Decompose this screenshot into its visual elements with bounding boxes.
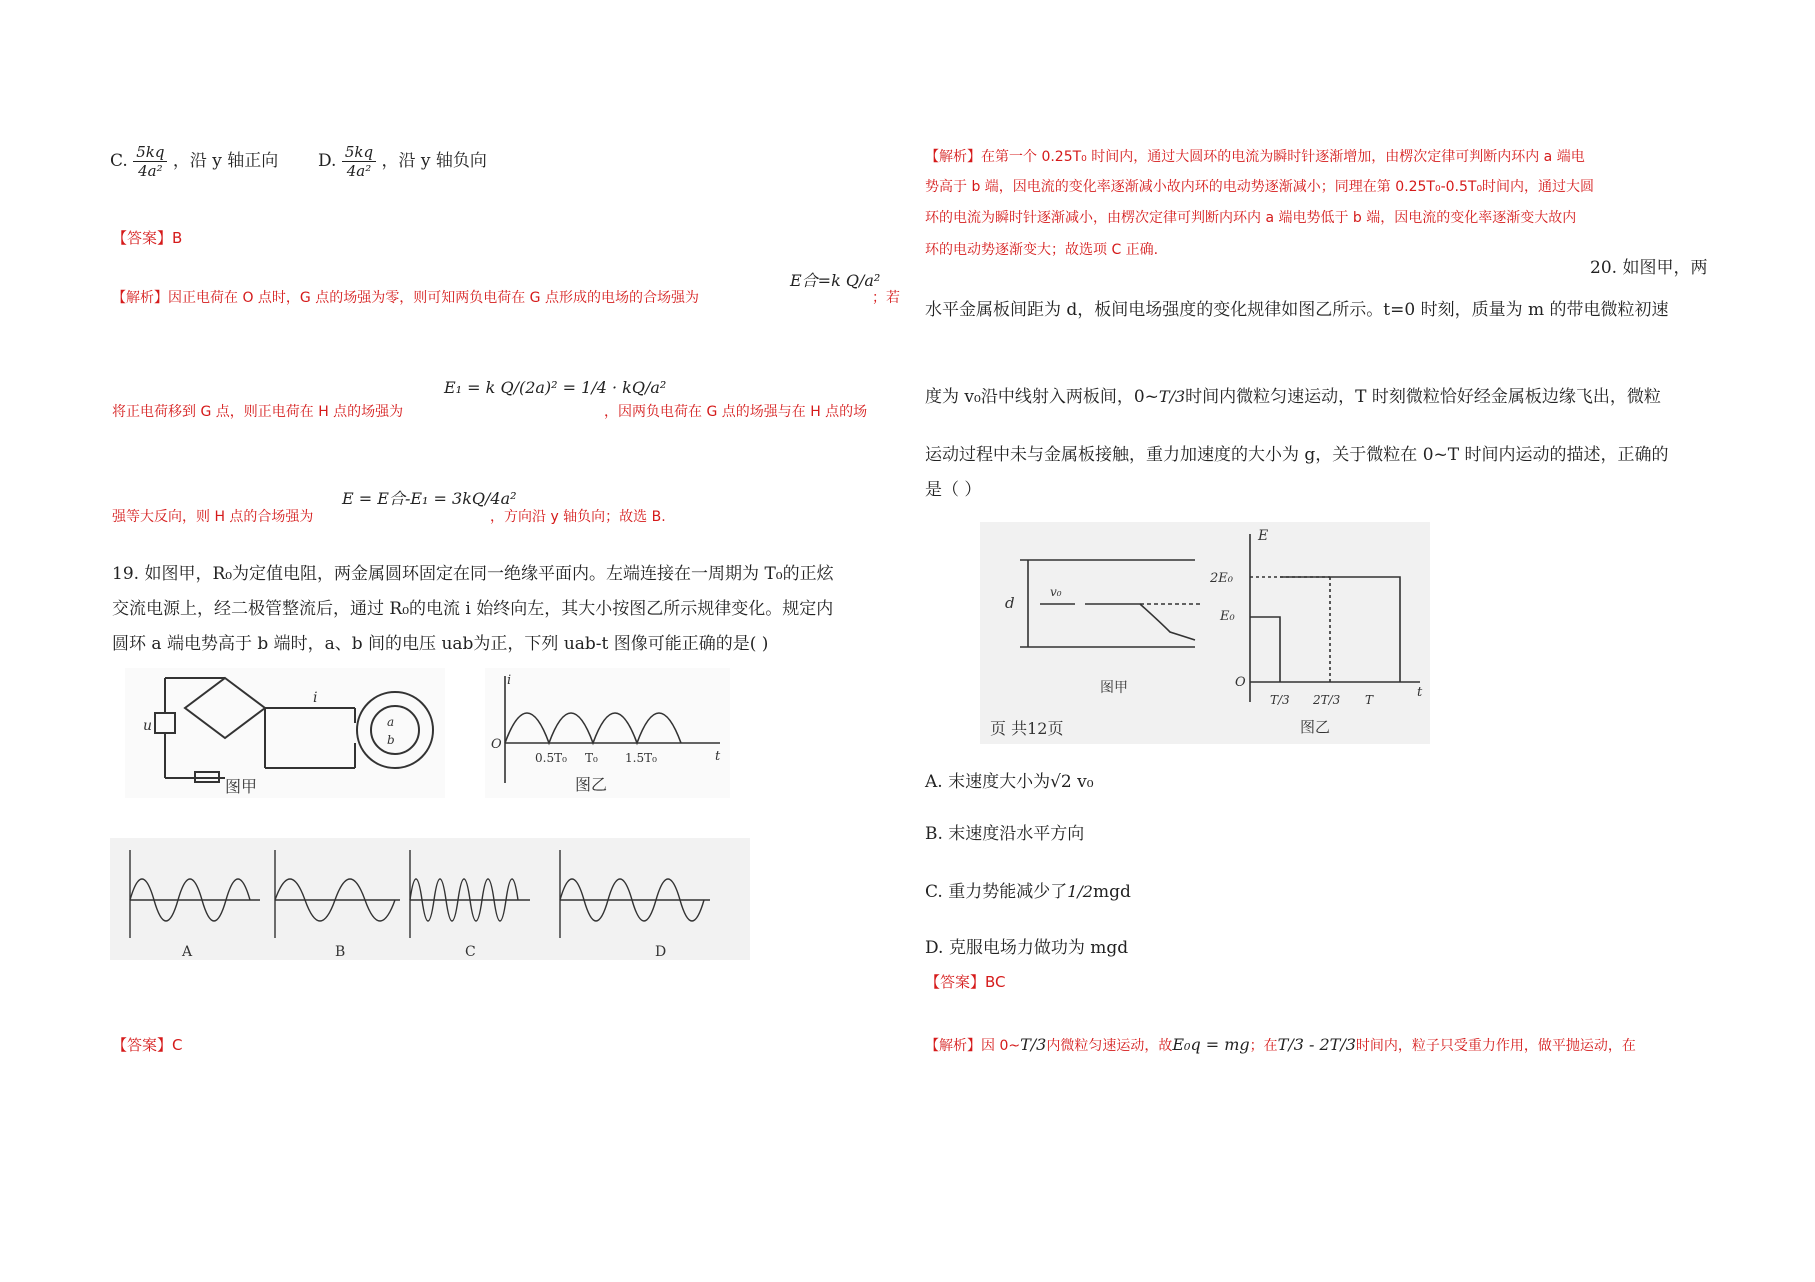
option-20-d: D. 克服电场力做功为 mgd [925,938,1129,958]
svg-text:E: E [1258,528,1269,544]
option-c-label: C [465,944,476,960]
svg-text:2T/3: 2T/3 [1313,693,1341,707]
tick-1-5t0: 1.5T₀ [625,751,657,765]
explanation-18-line2: 将正电荷移到 G 点，则正电荷在 H 点的场强为 [112,404,404,420]
option-a-label: A [182,944,193,960]
question-19-line2: 交流电源上，经二极管整流后，通过 R₀的电流 i 始终向左，其大小按图乙所示规律变化。规定内 [112,599,834,619]
svg-text:a: a [387,715,395,729]
fraction-t-3-a: T/3 [1020,1035,1047,1054]
fraction-t-over-3: T/3 [1158,387,1186,406]
question-20-line1: 20. 如图甲，两 [1590,258,1708,278]
fraction-one-half: 1/2 [1067,882,1093,901]
option-d-fraction: $\frac{5kq}{\text{4a²}}$ [342,143,376,180]
tick-t0: T₀ [585,751,598,765]
explanation-19-line1: 【解析】在第一个 0.25T₀ 时间内，通过大圆环的电流为瞬时针逐渐增加，由楞次定律可判断内环内 a 端电 [925,149,1585,165]
formula-e0q-mg: E₀q = mg [1172,1035,1250,1054]
figure-20-footer: 页 共12页 [990,719,1064,738]
explanation-20: 【解析】因 0~T/3内微粒匀速运动，故E₀q = mg；在T/3 - 2T/3时间内，粒子只受重力作用，做平抛运动，在 [925,1035,1636,1054]
option-c-fraction: $\frac{5kq}{\text{4a²}}$ [133,143,167,180]
option-d: D. $\frac{5kq}{\text{4a²}}$ ，沿 y 轴负向 [318,143,487,180]
svg-text:2E₀: 2E₀ [1210,571,1233,586]
explanation-18-line3: 强等大反向，则 H 点的合场强为 [112,509,314,525]
figure-19-circuit [125,668,445,798]
svg-text:T/3: T/3 [1270,693,1290,707]
fraction-interval: T/3 - 2T/3 [1277,1035,1356,1054]
svg-text:u: u [143,718,153,734]
explanation-18-tail2: ，因两负电荷在 G 点的场强与在 H 点的场 [604,404,868,420]
explanation-19-line3: 环的电流为瞬时针逐渐减小，由楞次定律可判断内环内 a 端电势低于 b 端，因电流的变化率逐渐变大故内 [925,210,1577,226]
svg-text:E₀: E₀ [1220,609,1235,624]
question-20-line2: 水平金属板间距为 d，板间电场强度的变化规律如图乙所示。t=0 时刻，质量为 m 的带电微粒初速 [925,300,1669,320]
figure-19-current-graph [485,668,730,798]
svg-text:i: i [507,673,512,688]
question-20-line5: 是（ ） [925,480,982,500]
option-20-b: B. 末速度沿水平方向 [925,824,1085,844]
figure-19-options [110,838,750,960]
svg-text:O: O [491,737,502,752]
svg-text:i: i [313,690,318,706]
tick-0-5t0: 0.5T₀ [535,751,567,765]
explanation-18-tail1: ；若 [872,290,900,306]
figure-19-yi-label: 图乙 [575,775,608,794]
svg-text:b: b [387,733,395,747]
formula-e-total: E = E合-E₁ = 3kQ/4a² [342,489,517,508]
figure-20 [980,522,1430,744]
uab-option-graphs [110,838,750,960]
svg-text:T: T [1365,693,1374,707]
question-19-line1: 19. 如图甲，R₀为定值电阻，两金属圆环固定在同一绝缘平面内。左端连接在一周期为 T₀的正炫 [112,564,834,584]
formula-e-he: E合=k Q/a² [790,271,881,290]
current-graph [485,668,730,798]
circuit-diagram [125,668,445,798]
figure-20-yi-label: 图乙 [1300,718,1331,736]
option-d-label: D [655,944,667,960]
option-b-label: B [335,944,346,960]
svg-text:t: t [1417,685,1423,700]
explanation-19-line4: 环的电动势逐渐变大；故选项 C 正确. [925,242,1159,258]
question-20-line3: 度为 v₀沿中线射入两板间，0~T/3时间内微粒匀速运动，T 时刻微粒恰好经金属板边缘飞出，微粒 [925,387,1661,407]
explanation-19-line2: 势高于 b 端，因电流的变化率逐渐减小故内环的电动势逐渐减小；同理在第 0.25T₀-0.5T₀时间内，通过大圆 [925,179,1595,195]
question-19-line3: 圆环 a 端电势高于 b 端时，a、b 间的电压 uab为正，下列 uab-t 图像可能正确的是( ) [112,634,769,654]
option-20-c: C. 重力势能减少了1/2mgd [925,882,1131,902]
svg-text:t: t [715,749,721,764]
svg-text:v₀: v₀ [1050,585,1062,599]
question-20-line4: 运动过程中未与金属板接触，重力加速度的大小为 g，关于微粒在 0~T 时间内运动的描述，正确的 [925,445,1669,465]
explanation-18-tail3: ，方向沿 y 轴负向；故选 B. [490,509,666,525]
answer-18: 【答案】B [112,229,183,247]
svg-text:d: d [1005,594,1015,612]
answer-20: 【答案】BC [925,973,1006,991]
formula-e1: E₁ = k Q/(2a)² = 1/4 · kQ/a² [444,378,667,397]
figure-19-jia-label: 图甲 [225,777,258,796]
answer-19: 【答案】C [112,1036,183,1054]
option-c: C. $\frac{5kq}{\text{4a²}}$ ，沿 y 轴正向 [110,143,279,180]
explanation-18-line1: 【解析】因正电荷在 O 点时，G 点的场强为零，则可知两负电荷在 G 点形成的电场的合场强为 [112,290,699,306]
svg-text:O: O [1235,675,1246,690]
figure-20-diagram [980,522,1430,744]
option-20-a: A. 末速度大小为√2 v₀ [925,772,1094,792]
figure-20-jia-label: 图甲 [1100,680,1128,696]
